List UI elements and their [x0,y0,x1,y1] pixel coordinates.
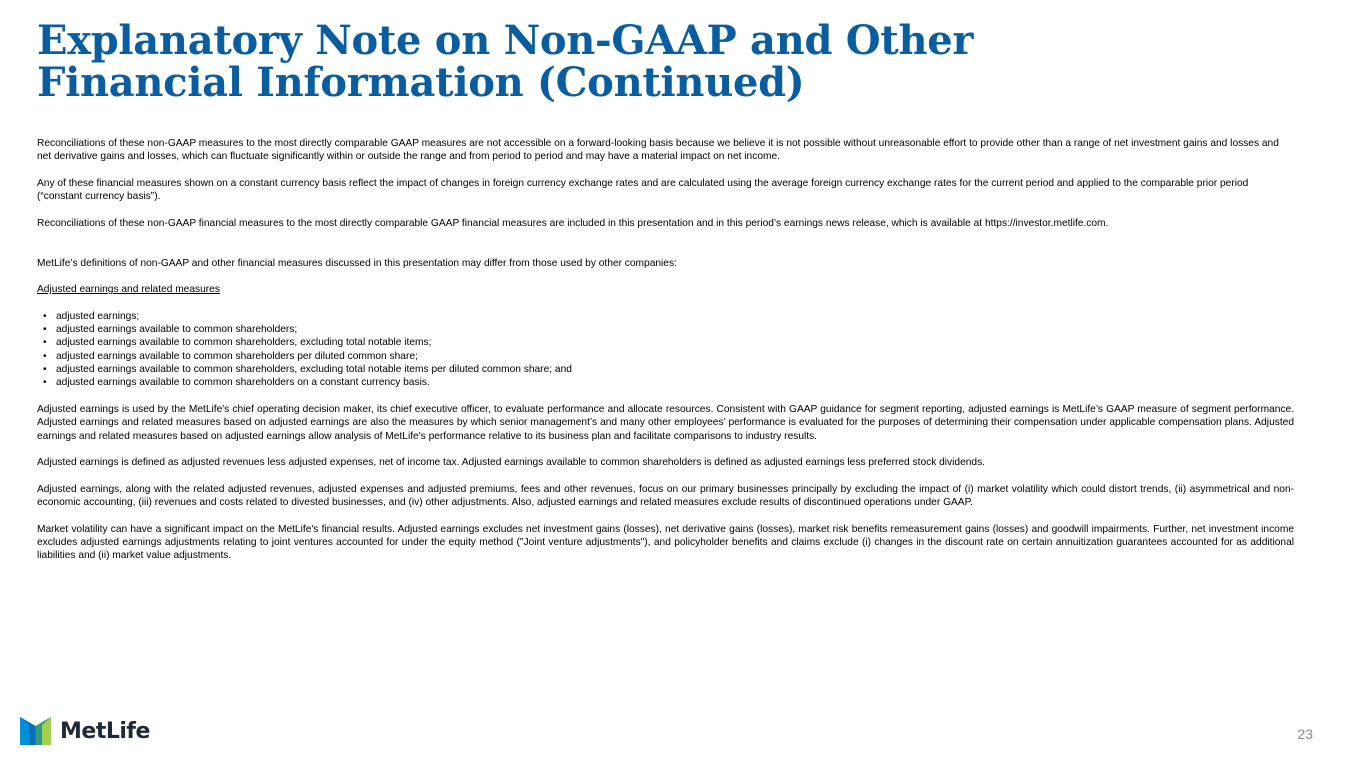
metlife-logo [20,716,150,746]
list-item: • adjusted earnings available to common shareholders, excluding total notable items per diluted common share; and [37,363,1294,376]
page-title [37,17,1137,106]
page-title-line-1: Explanatory Note on Non-GAAP and Other [37,17,974,64]
list-item: • adjusted earnings available to common shareholders, excluding total notable items; [37,336,1294,349]
paragraph-definitions-intro: MetLife’s definitions of non-GAAP and other financial measures discussed in this presentation may differ from those used by other companies: [37,257,677,269]
spacer [37,243,1294,256]
list-item: • adjusted earnings available to common shareholders on a constant currency basis. [37,376,1294,389]
list-item: • adjusted earnings; [37,310,1294,323]
paragraph-reconciliations-included: Reconciliations of these non-GAAP financial measures to the most directly comparable GAAP financial measures are included in this presentation and in this period’s earnings news release, which is available at https://investor.metlife.com. [37,217,1109,229]
page-title-line-2: Financial Information (Continued) [37,59,805,106]
measures-list [37,310,1294,390]
list-item: • adjusted earnings available to common shareholders per diluted common share; [37,350,1294,363]
body-text [37,137,1294,576]
paragraph-adjusted-earnings-use: Adjusted earnings is used by the MetLife's chief operating decision maker, its chief executive officer, to evaluate performance and allocate resources. Consistent with GAAP guidance for segment reporting, adjusted earnings is MetLife’s GAAP measure of segment performance. Adjusted earnings and related measures based on adjusted earnings are also the measures by which senior management’s and many other employees’ performance is evaluated for the purposes of determining their compensation under applicable compensation plans. Adjusted earnings and related measures based on adjusted earnings allow analysis of MetLife's performance relative to its business plan and facilitate comparisons to industry results. [37,403,1294,442]
list-item: • adjusted earnings available to common shareholders; [37,323,1294,336]
metlife-wordmark: MetLife [60,718,150,744]
paragraph-market-volatility: Market volatility can have a significant impact on the MetLife's financial results. Adjusted earnings excludes net investment gains (losses), net derivative gains (losses), market risk benefits remeasurement gains (losses) and goodwill impairments. Further, net investment income excludes adjusted earnings adjustments relating to joint ventures accounted for under the equity method ("Joint venture adjustments"), and policyholder benefits and claims exclude (i) changes in the discount rate on certain annuitization guarantees accounted for as additional liabilities and (ii) market value adjustments. [37,523,1294,562]
paragraph-reconciliations-forward: Reconciliations of these non-GAAP measures to the most directly comparable GAAP measures are not accessible on a forward-looking basis because we believe it is not possible without unreasonable effort to provide other than a range of net investment gains and losses and net derivative gains and losses, which can fluctuate significantly within or outside the range and from period to period and may have a material impact on net income. [37,138,1279,163]
paragraph-adjusted-earnings-focus: Adjusted earnings, along with the related adjusted revenues, adjusted expenses and adjusted premiums, fees and other revenues, focus on our primary businesses principally by excluding the impact of (i) market volatility which could distort trends, (ii) asymmetrical and non-economic accounting, (iii) revenues and costs related to divested businesses, and (iv) other adjustments. Also, adjusted earnings and related measures exclude results of discontinued operations under GAAP. [37,483,1294,509]
paragraph-adjusted-earnings-definition: Adjusted earnings is defined as adjusted revenues less adjusted expenses, net of income tax. Adjusted earnings available to common shareholders is defined as adjusted earnings less preferred stock dividends. [37,457,986,469]
metlife-m-icon [20,717,51,745]
page-number: 23 [1297,726,1313,742]
paragraph-constant-currency: Any of these financial measures shown on a constant currency basis reflect the impact of changes in foreign currency exchange rates and are calculated using the average foreign currency exchange rates for the current period and applied to the comparable prior period (“constant currency basis”). [37,177,1249,203]
measures-heading: Adjusted earnings and related measures [37,284,220,296]
